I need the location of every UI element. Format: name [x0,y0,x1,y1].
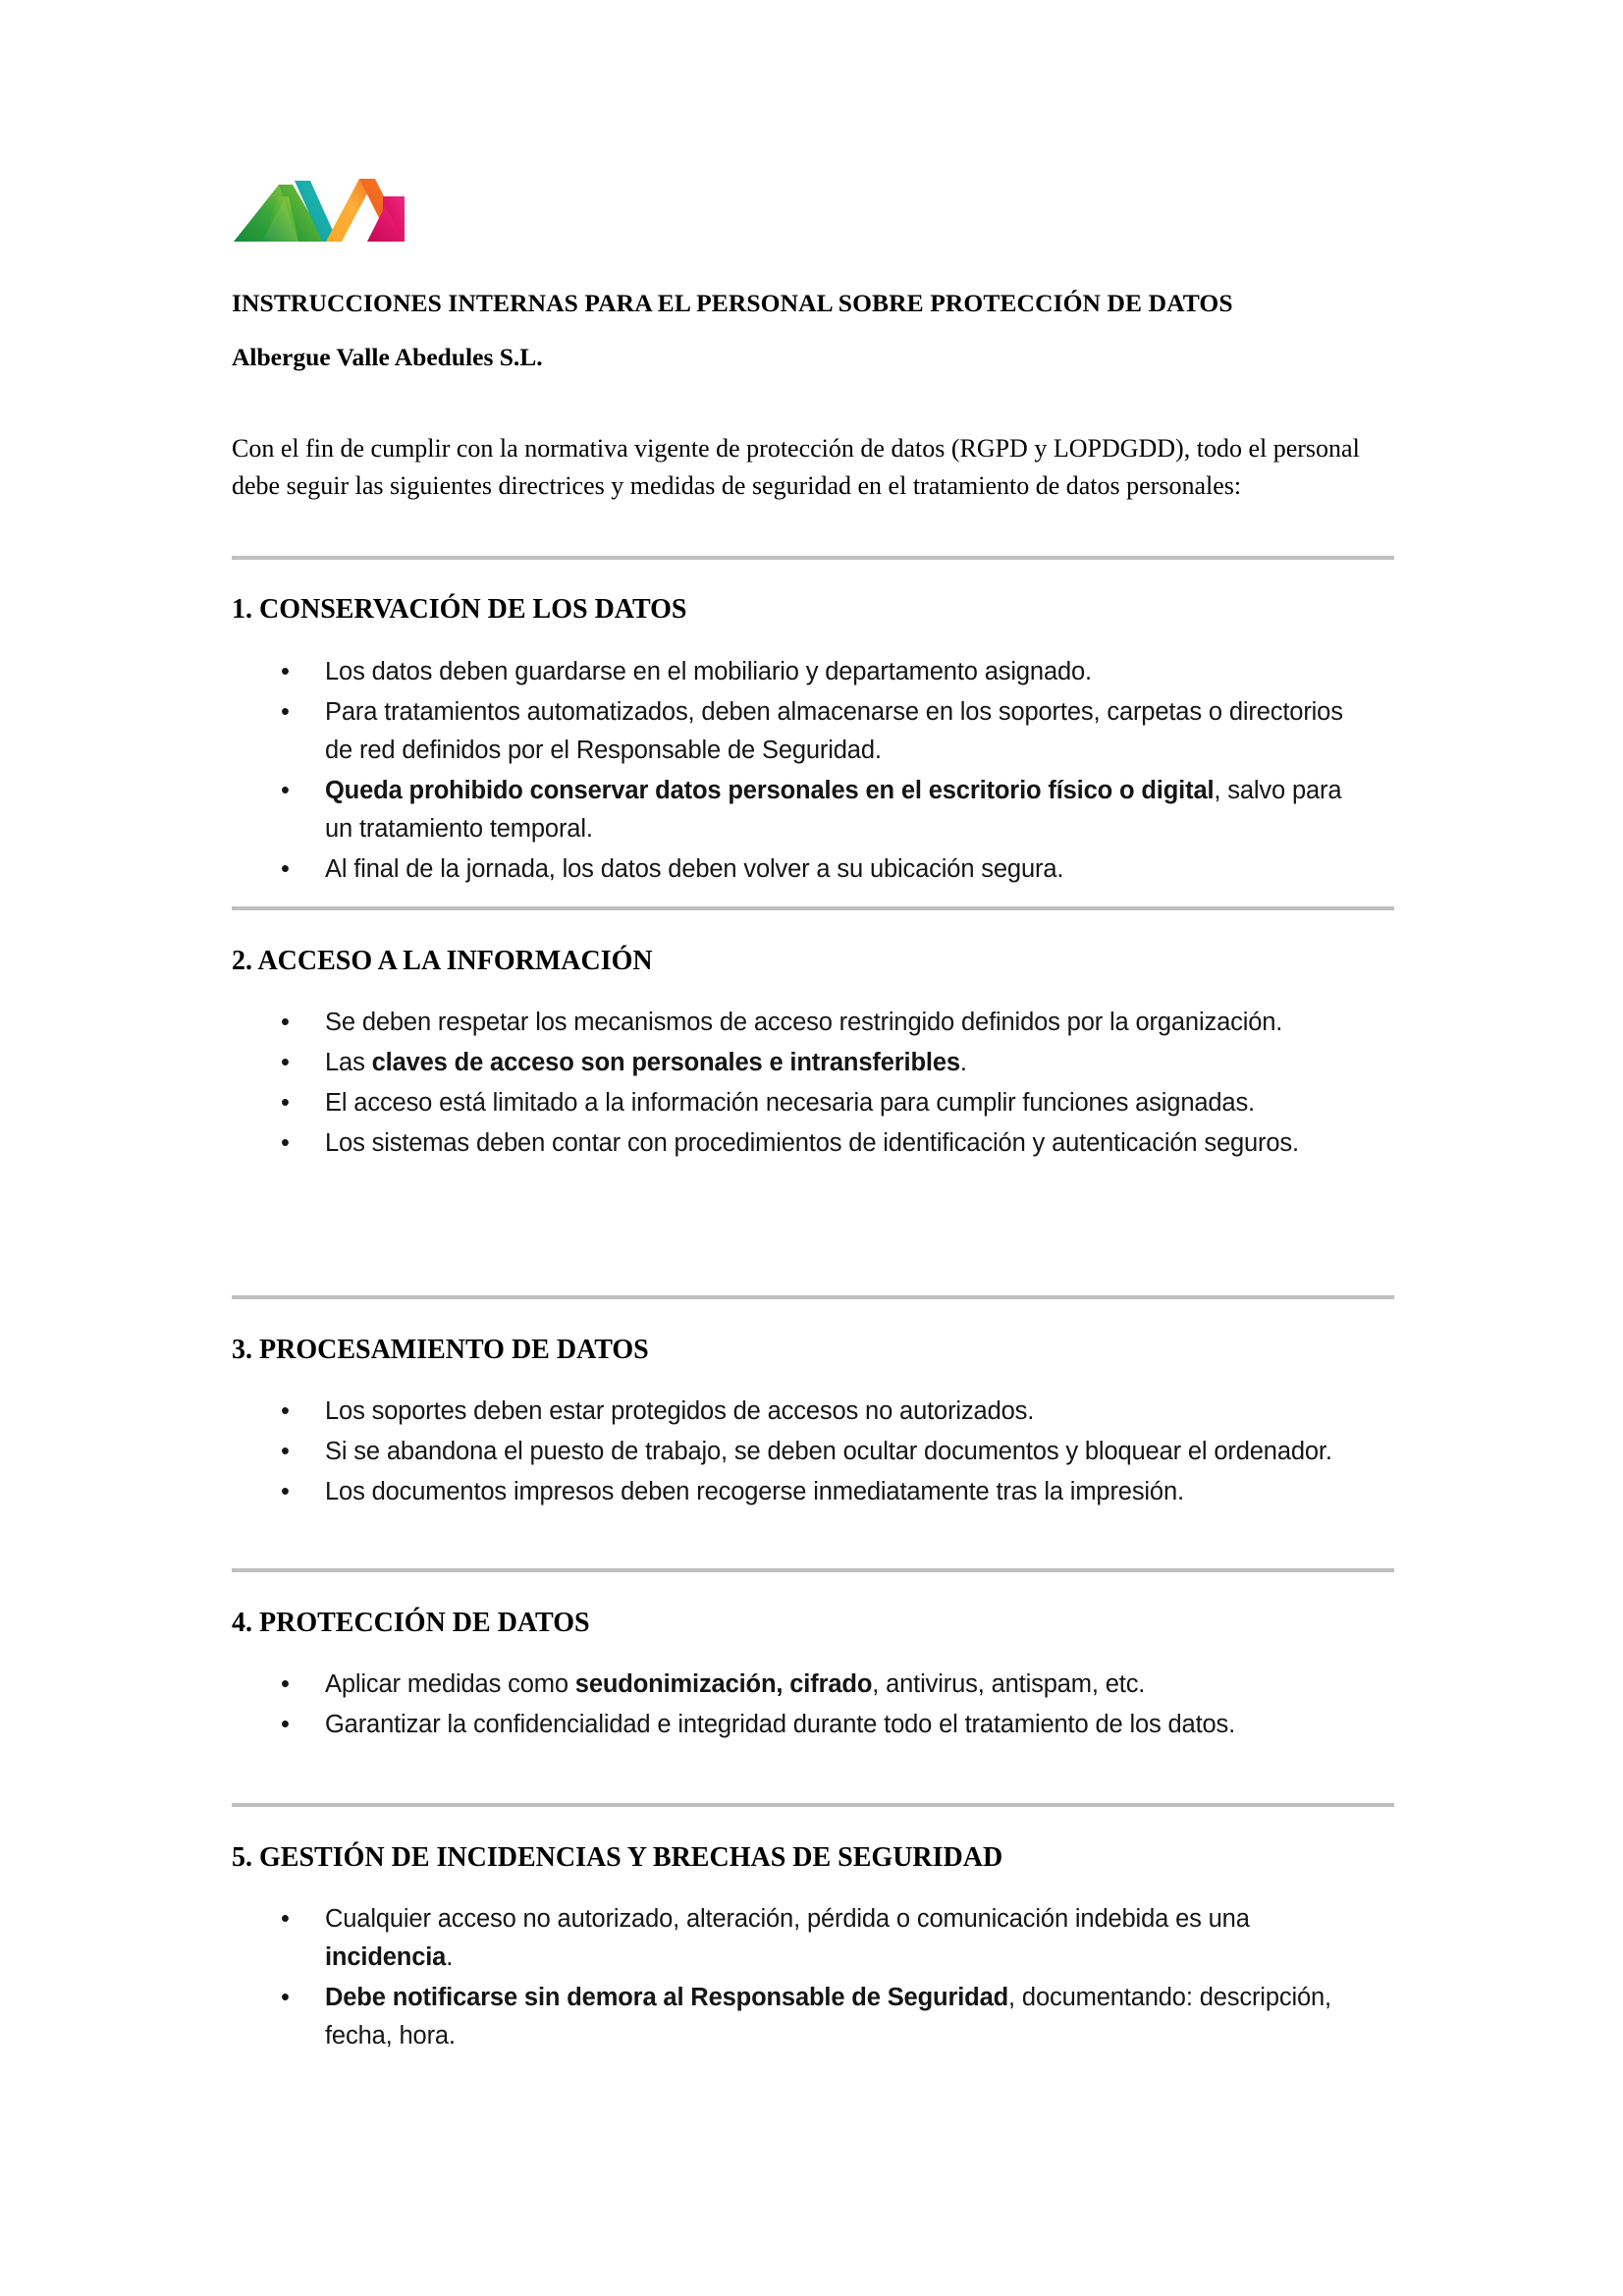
bullet-text: Al final de la jornada, los datos deben volver a su ubicación segura. [325,855,1064,883]
organization-name: Albergue Valle Abedules S.L. [232,343,543,371]
bullet-item [232,1433,1361,1471]
section-bullet-list-4 [232,1666,1361,1746]
bullet-item [232,1473,1361,1511]
section-heading-1: 1. CONSERVACIÓN DE LOS DATOS [232,594,687,625]
bullet-text: Se deben respetar los mecanismos de acceso restringido definidos por la organización. [325,1009,1283,1036]
bullet-item [232,1900,1361,1977]
section-divider [232,556,1394,560]
bullet-emphasis: claves de acceso son personales e intransferibles [371,1049,960,1076]
bullet-item [232,1124,1361,1163]
bullet-text: Cualquier acceso no autorizado, alteración, pérdida o comunicación indebida es una [325,1905,1250,1933]
bullet-item [232,772,1361,848]
bullet-text: , salvo para un tratamiento temporal. [325,777,1342,843]
bullet-item [232,1979,1361,2055]
section-bullet-list-5 [232,1900,1361,2057]
section-heading-4: 4. PROTECCIÓN DE DATOS [232,1608,590,1638]
company-logo [232,167,428,250]
bullet-text: Si se abandona el puesto de trabajo, se deben ocultar documentos y bloquear el ordenador. [325,1438,1332,1465]
bullet-text: Los datos deben guardarse en el mobiliario y departamento asignado. [325,658,1092,685]
bullet-item [232,1044,1361,1082]
document-title: INSTRUCCIONES INTERNAS PARA EL PERSONAL SOBRE PROTECCIÓN DE DATOS [232,289,1233,317]
bullet-item [232,653,1361,691]
section-divider [232,1295,1394,1299]
section-heading-5: 5. GESTIÓN DE INCIDENCIAS Y BRECHAS DE SEGURIDAD [232,1842,1003,1873]
bullet-item [232,1706,1361,1744]
bullet-item [232,1666,1361,1704]
bullet-text: Las [325,1049,372,1076]
bullet-emphasis: seudonimización, cifrado [574,1670,873,1698]
section-heading-2: 2. ACCESO A LA INFORMACIÓN [232,946,653,976]
section-divider [232,1568,1394,1572]
bullet-item [232,1004,1361,1042]
bullet-text: Los sistemas deben contar con procedimientos de identificación y autenticación seguros. [325,1129,1299,1157]
bullet-item [232,693,1361,770]
section-divider [232,1803,1394,1807]
section-bullet-list-1 [232,653,1361,891]
section-divider [232,906,1394,910]
bullet-text: Los documentos impresos deben recogerse inmediatamente tras la impresión. [325,1478,1184,1505]
bullet-text: . [959,1049,967,1076]
bullet-text: . [446,1943,454,1971]
bullet-text: Para tratamientos automatizados, deben almacenarse en los soportes, carpetas o directorios de red definidos por el Responsable de Seguridad. [325,698,1343,764]
bullet-text: , antivirus, antispam, etc. [872,1670,1146,1698]
bullet-text: Aplicar medidas como [325,1670,575,1698]
section-heading-3: 3. PROCESAMIENTO DE DATOS [232,1335,649,1365]
bullet-text: Los soportes deben estar protegidos de accesos no autorizados. [325,1397,1035,1425]
intro-paragraph: Con el fin de cumplir con la normativa vigente de protección de datos (RGPD y LOPDGDD), todo el personal debe seguir las siguientes directrices y medidas de seguridad en el tratamiento de datos personales: [232,434,1360,500]
section-bullet-list-3 [232,1393,1361,1513]
bullet-text: , documentando: descripción, fecha, hora. [325,1984,1331,2050]
bullet-emphasis: Debe notificarse sin demora al Responsable de Seguridad [325,1984,1009,2011]
bullet-item [232,1393,1361,1431]
section-bullet-list-2 [232,1004,1361,1165]
bullet-text: Garantizar la confidencialidad e integridad durante todo el tratamiento de los datos. [325,1711,1236,1738]
bullet-emphasis: incidencia [325,1943,447,1971]
bullet-item [232,850,1361,889]
bullet-emphasis: Queda prohibido conservar datos personales en el escritorio físico o digital [325,777,1215,804]
bullet-text: El acceso está limitado a la información necesaria para cumplir funciones asignadas. [325,1089,1255,1117]
bullet-item [232,1084,1361,1122]
